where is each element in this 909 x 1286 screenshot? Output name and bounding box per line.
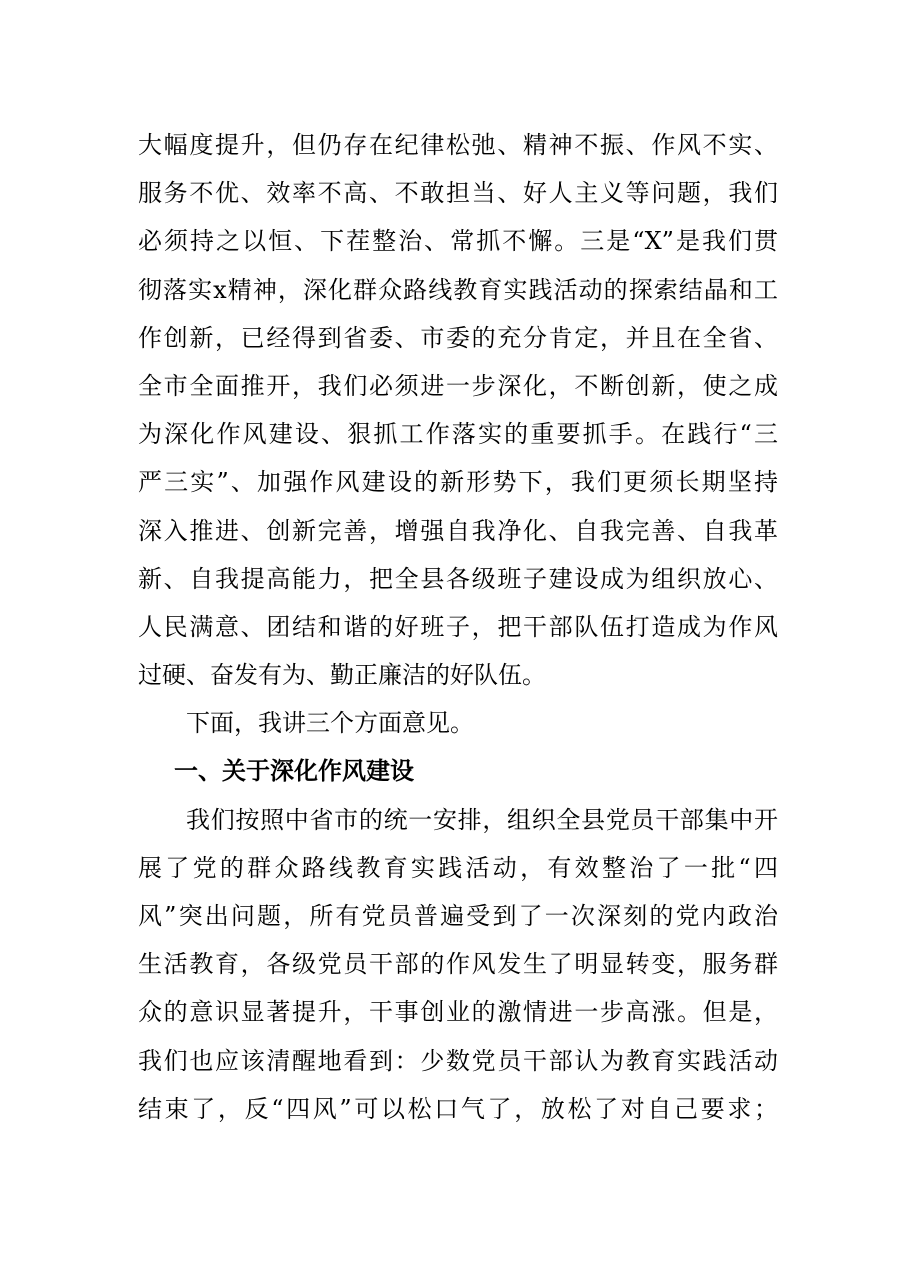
text-line: 过硬、奋发有为、勤正廉洁的好队伍。 (138, 661, 546, 690)
text-line: 深入推进、创新完善，增强自我净化、自我完善、自我革 (138, 516, 778, 545)
text-line: 严三实”、加强作风建设的新形势下，我们更须长期坚持 (138, 468, 778, 497)
text-line: 生活教育，各级党员干部的作风发生了明显转变，服务群 (138, 950, 778, 979)
text-line: 新、自我提高能力，把全县各级班子建设成为组织放心、 (138, 564, 778, 593)
text-line: 全市全面推开，我们必须进一步深化，不断创新，使之成 (138, 371, 778, 400)
text-line: 彻落实x精神，深化群众路线教育实践活动的探索结晶和工 (138, 275, 778, 304)
text-line: 结束了，反“四风”可以松口气了，放松了对自己要求； (138, 1094, 778, 1123)
text-line: 风”突出问题，所有党员普遍受到了一次深刻的党内政治 (138, 902, 778, 930)
document-body (138, 121, 778, 1133)
text-line: 服务不优、效率不高、不敢担当、好人主义等问题，我们 (138, 179, 778, 208)
text-line: 人民满意、团结和谐的好班子，把干部队伍打造成为作风 (138, 612, 778, 641)
text-line: 众的意识显著提升，干事创业的激情进一步高涨。但是， (138, 998, 778, 1027)
section-heading: 一、关于深化作风建设 (174, 757, 414, 786)
text-line: 我们按照中省市的统一安排，组织全县党员干部集中开 (186, 805, 778, 834)
text-line: 我们也应该清醒地看到：少数党员干部认为教育实践活动 (138, 1046, 778, 1075)
text-line: 作创新，已经得到省委、市委的充分肯定，并且在全省、 (138, 323, 778, 352)
text-line: 大幅度提升，但仍存在纪律松弛、精神不振、作风不实、 (138, 131, 778, 159)
text-line: 为深化作风建设、狠抓工作落实的重要抓手。在践行“三 (138, 420, 778, 449)
text-line: 必须持之以恒、下茬整治、常抓不懈。三是“X”是我们贯 (138, 227, 778, 256)
text-line: 下面，我讲三个方面意见。 (186, 709, 474, 738)
text-line: 展了党的群众路线教育实践活动，有效整治了一批“四 (138, 853, 778, 882)
